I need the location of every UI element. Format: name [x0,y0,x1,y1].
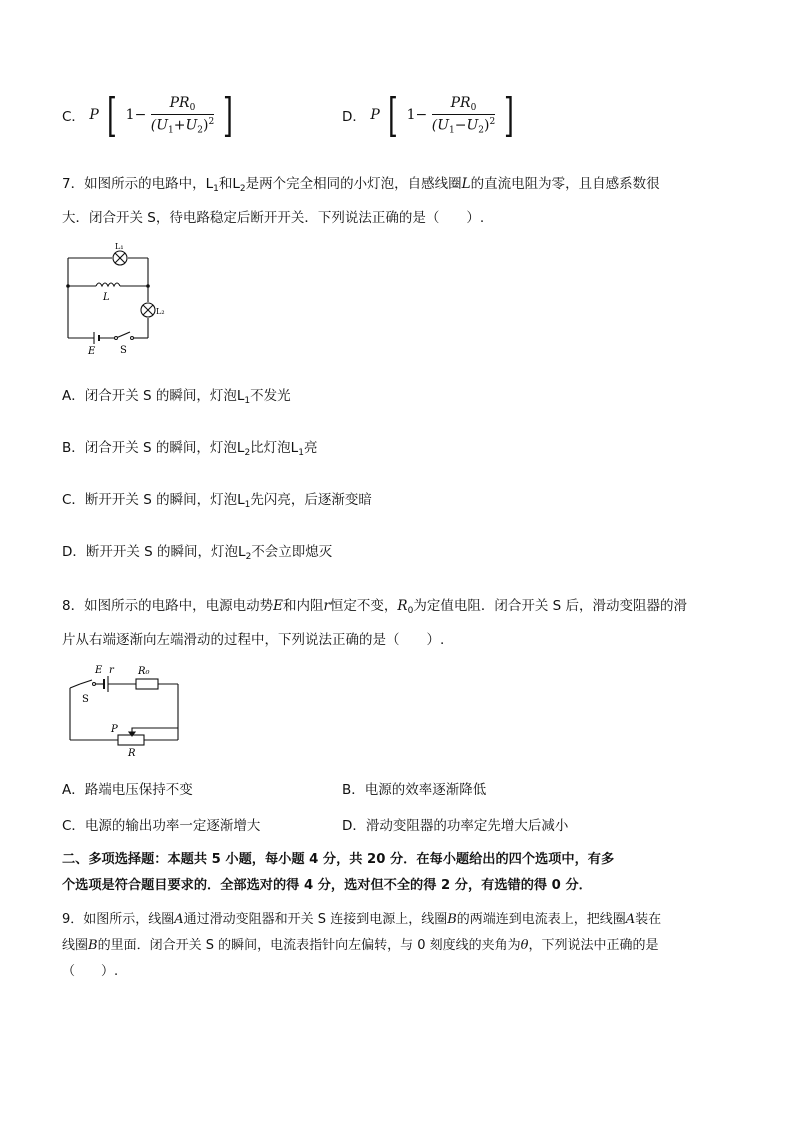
text: 和内阻 [282,598,324,614]
sub: 2 [245,552,252,562]
q7-stem-line2: 大．闭合开关 S，待电路稳定后断开开关．下列说法正确的是（ ）. [62,210,485,226]
power-symbol: P [370,107,380,123]
coil-b-symbol: B [447,912,457,927]
label-l1: L₁ [115,242,124,251]
text: ，下列说法中正确的是 [528,938,659,953]
den-sub1: 1 [168,125,174,136]
coil-b-symbol: B [88,938,98,953]
label-e: E [88,346,96,357]
resistance-symbol: r [323,598,330,614]
text: 7．如图所示的电路中，L [62,176,214,192]
text: 8．如图所示的电路中，电源电动势 [62,598,274,614]
text: 通过滑动变阻器和开关 S 连接到电源上，线圈 [183,912,448,927]
left-bracket: [ [388,88,399,142]
text: 先闪亮，后逐渐变暗 [250,492,372,508]
sub: 0 [407,606,414,616]
text: 不会立即熄灭 [251,544,333,560]
q8-stem-line2: 片从右端逐渐向左端滑动的过程中，下列说法正确的是（ ）. [62,632,445,648]
q8-stem-line1 [62,594,687,616]
q6-option-d [342,88,518,142]
text: 亮 [303,440,318,456]
q7-option-a [62,384,291,406]
q9-stem-line3: （ ）. [62,964,119,979]
den-sub2: 2 [478,125,484,136]
den-sub2: 2 [197,125,204,136]
q7-option-b [62,436,317,458]
text: 9．如图所示，线圈 [62,912,175,927]
den-close: ) [484,117,490,134]
label-rheostat: R [128,748,136,759]
q8-option-a: A．路端电压保持不变 [62,782,193,798]
fraction [151,95,214,136]
sub: 1 [244,500,251,510]
right-bracket: ] [503,88,514,142]
label-p: P [111,724,118,735]
label-r0: R₀ [138,666,150,677]
section2-heading-line2: 个选项是符合题目要求的．全部选对的得 4 分，选对但不全的得 2 分，有选错的得 0 分． [62,878,592,893]
q7-stem-line1 [62,172,660,194]
den-square: 2 [208,116,215,127]
fraction [432,95,495,136]
numerator: PR [450,94,471,111]
den-op: −U [454,117,479,134]
label-l: L [103,292,110,303]
sub: 1 [298,448,304,458]
q6-option-c [62,88,237,142]
option-label: D． [342,109,366,125]
text: 比灯泡L [250,440,299,456]
emf-symbol: E [273,598,283,614]
den-sub1: 1 [449,125,455,136]
text: 不发光 [250,388,291,404]
coil-a-symbol: A [625,912,636,927]
text: 为定值电阻．闭合开关 S 后，滑动变阻器的滑 [413,598,687,614]
section2-heading-line1: 二、多项选择题：本题共 5 小题，每小题 4 分，共 20 分．在每小题给出的四个选项中，有多 [62,852,615,867]
coil-a-symbol: A [174,912,184,927]
q8-option-c: C．电源的输出功率一定逐渐增大 [62,818,261,834]
one-minus: 1− [406,107,428,123]
label-s: S [82,694,89,705]
text: D．断开开关 S 的瞬间，灯泡L [62,544,246,560]
inductor-symbol: L [461,176,471,192]
one-minus: 1− [125,107,147,123]
q9-stem-line1 [62,908,661,927]
numerator-sub: 0 [189,102,196,113]
label-e: E [95,665,103,676]
text: A．闭合开关 S 的瞬间，灯泡L [62,388,245,404]
text: 的里面．闭合开关 S 的瞬间，电流表指针向左偏转，与 0 刻度线的夹角为 [97,938,521,953]
q8-option-b: B．电源的效率逐渐降低 [342,782,487,798]
text: 的两端连到电流表上，把线圈 [456,912,626,927]
q8-option-d: D．滑动变阻器的功率定先增大后减小 [342,818,569,834]
den-open: (U [150,117,169,134]
right-bracket: ] [222,88,233,142]
text: 装在 [635,912,662,927]
den-close: ) [203,117,209,134]
sub: 2 [239,184,246,194]
q7-circuit-diagram [60,240,180,358]
text: 的直流电阻为零，且自感系数很 [470,176,660,192]
sub: 1 [213,184,219,194]
numerator: PR [169,94,190,111]
label-r: r [109,665,114,676]
q9-stem-line2 [62,934,658,953]
sub: 1 [244,396,251,406]
angle-symbol: θ [520,938,529,953]
power-symbol: P [89,107,99,123]
lamp-l2-icon [141,303,155,317]
text: 恒定不变， [329,598,398,614]
numerator-sub: 0 [470,102,477,113]
q7-option-c [62,488,372,510]
left-bracket: [ [107,88,118,142]
den-op: +U [173,117,198,134]
den-open: (U [431,117,449,134]
q7-option-d [62,540,332,562]
text: 和L [218,176,240,192]
resistor-symbol: R [397,598,408,614]
q8-circuit-diagram [62,660,186,759]
text: C．断开开关 S 的瞬间，灯泡L [62,492,245,508]
label-s: S [120,345,127,356]
lamp-l1-icon [113,251,127,265]
den-square: 2 [489,116,496,127]
text: 线圈 [62,938,89,953]
option-label: C． [62,109,85,125]
text: B．闭合开关 S 的瞬间，灯泡L [62,440,245,456]
label-l2: L₂ [156,307,165,316]
sub: 2 [244,448,251,458]
text: 是两个完全相同的小灯泡，自感线圈 [245,176,462,192]
